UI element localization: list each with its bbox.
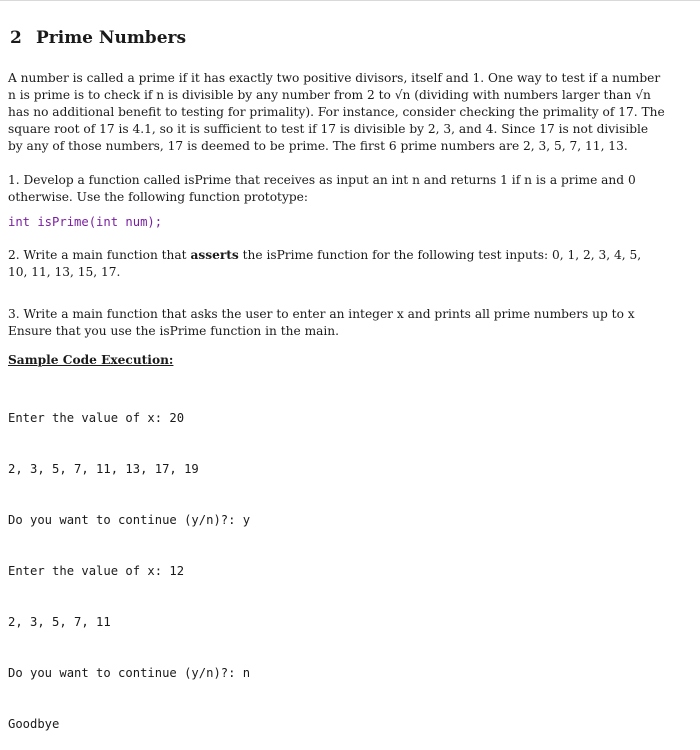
intro-line: A number is called a prime if it has exactly two positive divisors, itself and 1. One way to test if a number (8, 71, 661, 85)
intro-line: has no additional benefit to testing for primality). For instance, consider checking the primality of 17. The (8, 105, 665, 119)
sample-output-line: Do you want to continue (y/n)?: n (8, 666, 251, 680)
sample-output (8, 376, 250, 750)
intro-line: n is prime is to check if n is divisible by any number from 2 to √n (dividing with numbers larger than √n (8, 88, 651, 102)
sample-output-line: 2, 3, 5, 7, 11 (8, 615, 111, 629)
function-prototype: int isPrime(int num); (8, 215, 163, 229)
task-3-paragraph (8, 306, 692, 340)
sample-output-line: Goodbye (8, 717, 60, 731)
section-number: 2 (10, 28, 22, 48)
section-heading (10, 28, 186, 48)
sample-heading (8, 352, 692, 369)
task-2-prefix: 2. Write a main function that (8, 248, 191, 262)
task-2-emphasis: asserts (190, 248, 239, 262)
task-1-line: 1. Develop a function called isPrime that receives as input an int n and returns 1 if n is a prime and 0 (8, 173, 636, 187)
section-title: Prime Numbers (36, 28, 187, 48)
task-2-suffix: the isPrime function for the following test inputs: 0, 1, 2, 3, 4, 5, (238, 248, 642, 262)
sample-output-line: Enter the value of x: 20 (8, 411, 185, 425)
intro-line: by any of those numbers, 17 is deemed to be prime. The first 6 prime numbers are 2, 3, 5, 7, 11, 13. (8, 139, 628, 153)
task-3-line: 3. Write a main function that asks the user to enter an integer x and prints all prime numbers up to x (8, 307, 635, 321)
sample-heading-text: Sample Code Execution: (8, 353, 174, 367)
sample-output-line: Enter the value of x: 12 (8, 564, 185, 578)
intro-line: square root of 17 is 4.1, so it is sufficient to test if 17 is divisible by 2, 3, and 4. Since 17 is not divisible (8, 122, 649, 136)
task-2-paragraph (8, 247, 692, 281)
sample-output-line: Do you want to continue (y/n)?: y (8, 513, 251, 527)
sample-output-line: 2, 3, 5, 7, 11, 13, 17, 19 (8, 462, 199, 476)
task-3-line: Ensure that you use the isPrime function in the main. (8, 324, 340, 338)
task-1-paragraph (8, 172, 692, 206)
task-2-line: 10, 11, 13, 15, 17. (8, 265, 121, 279)
top-divider (0, 0, 700, 1)
task-2-line (8, 247, 692, 264)
intro-paragraph (8, 70, 692, 155)
task-1-line: otherwise. Use the following function prototype: (8, 190, 308, 204)
